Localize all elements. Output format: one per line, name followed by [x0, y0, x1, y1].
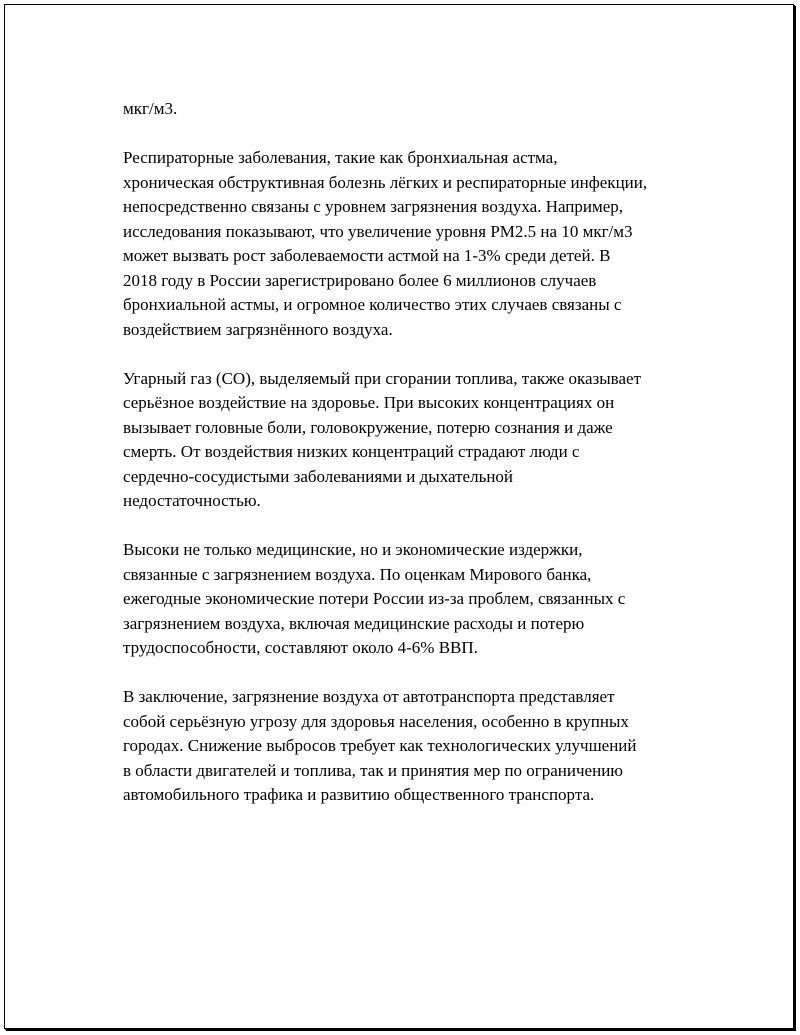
text-line: непосредственно связаны с уровнем загрязнения воздуха. Например,	[123, 197, 624, 216]
text-line: городах. Снижение выбросов требует как технологических улучшений	[123, 736, 637, 755]
text-line: в области двигателей и топлива, так и принятия мер по ограничению	[123, 760, 623, 780]
text-line: смерть. От воздействия низких концентраций страдают люди с	[123, 442, 580, 461]
paragraph-respiratory-diseases	[123, 146, 723, 342]
text-line: автомобильного трафика и развитию общественного транспорта.	[123, 785, 595, 804]
text-line: хроническая обструктивная болезнь лёгких и респираторные инфекции,	[123, 172, 648, 192]
paragraph-continuation	[123, 97, 723, 122]
paragraph-conclusion	[123, 685, 723, 808]
text-line: сердечно-сосудистыми заболеваниями и дыхательной	[123, 466, 514, 486]
paragraph-carbon-monoxide	[123, 367, 723, 514]
text-line: трудоспособности, составляют около 4-6% ВВП.	[123, 638, 478, 657]
paragraph-economic-costs	[123, 538, 723, 661]
text-line: связанные с загрязнением воздуха. По оценкам Мирового банка,	[123, 564, 592, 584]
text-line: Высоки не только медицинские, но и экономические издержки,	[123, 540, 583, 559]
text-line: мкг/м3.	[123, 99, 178, 118]
text-line: ежегодные экономические потери России из-за проблем, связанных с	[123, 589, 626, 608]
text-line: воздействием загрязнённого воздуха.	[123, 319, 393, 339]
page-frame	[4, 4, 794, 1029]
text-line: загрязнением воздуха, включая медицинские расходы и потерю	[123, 613, 585, 633]
text-line: 2018 году в России зарегистрировано более 6 миллионов случаев	[123, 270, 597, 290]
text-line: серьёзное воздействие на здоровье. При высоких концентрациях он	[123, 393, 615, 412]
text-line: Респираторные заболевания, такие как бронхиальная астма,	[123, 148, 558, 167]
text-line: может вызвать рост заболеваемости астмой на 1-3% среди детей. В	[123, 246, 611, 265]
text-line: вызывает головные боли, головокружение, потерю сознания и даже	[123, 417, 613, 437]
text-line: исследования показывают, что увеличение уровня PM2.5 на 10 мкг/м3	[123, 221, 633, 241]
document-body	[123, 97, 723, 832]
text-line: бронхиальной астмы, и огромное количество этих случаев связаны с	[123, 295, 622, 314]
text-line: В заключение, загрязнение воздуха от автотранспорта представляет	[123, 687, 615, 706]
text-line: недостаточностью.	[123, 491, 261, 510]
text-line: Угарный газ (CO), выделяемый при сгорании топлива, также оказывает	[123, 368, 641, 388]
text-line: собой серьёзную угрозу для здоровья населения, особенно в крупных	[123, 711, 629, 731]
